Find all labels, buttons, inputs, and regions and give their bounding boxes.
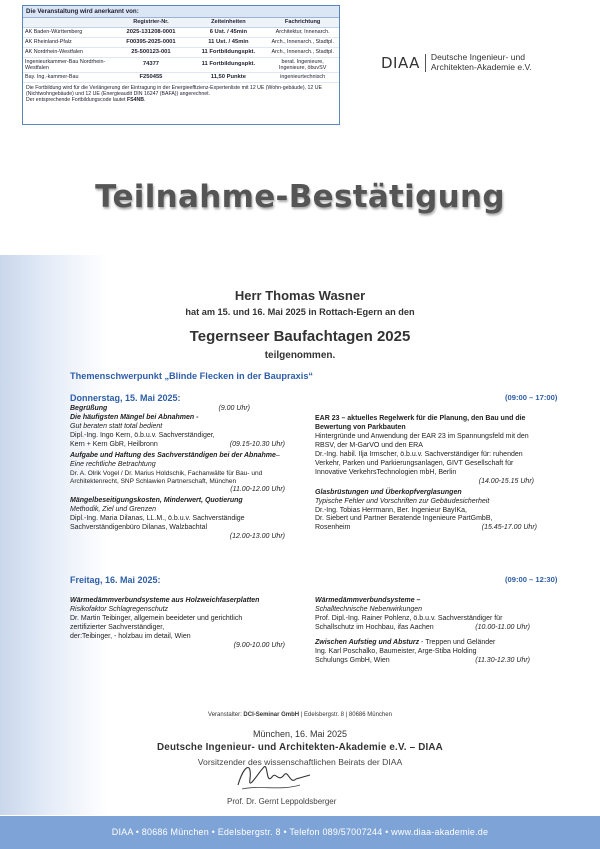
session-title: Die häufigsten Mängel bei Abnahmen - <box>70 413 199 421</box>
session <box>70 597 295 651</box>
session-time: (9.00-10.00 Uhr) <box>233 641 285 649</box>
session-speaker-line <box>315 524 537 533</box>
day1-time: (09:00 – 17:00) <box>505 393 558 402</box>
diaa-logo <box>381 53 532 73</box>
units-cell: 11 Ust. / 45min <box>190 37 266 47</box>
accreditation-note <box>23 83 339 106</box>
event-name: Tegernseer Baufachtagen 2025 <box>189 328 411 345</box>
session-title: Glasbrüstungen und Überkopfverglasungen <box>315 488 462 496</box>
reg-cell: 74377 <box>111 57 190 72</box>
field-cell: Arch., Innenarch., Stadtpl. <box>266 37 339 47</box>
field-cell: Arch., Innenarch., Stadtpl. <box>266 47 339 57</box>
participant-name: Herr Thomas Wasner <box>234 288 366 303</box>
signer-name: Prof. Dr. Gernt Leppoldsberger <box>227 797 337 806</box>
signature-icon <box>230 755 320 797</box>
session-title: Begrüßung <box>70 405 108 412</box>
logo-mark: DIAA <box>381 53 420 72</box>
accreditation-box <box>22 5 340 125</box>
note-prefix: Der entsprechende Fortbildungscode lautet <box>26 97 127 104</box>
session-subtitle: – Eine rechtliche Betrachtung <box>70 451 280 468</box>
session-time: (09.15-10.30 Uhr) <box>229 440 285 448</box>
participant-date-line: hat am 15. und 16. Mai 2025 in Rottach-Egern an den <box>185 307 415 317</box>
session-title: Wärmedämmverbundsysteme aus Holzweichfaserplatten <box>70 597 260 604</box>
field-cell: berat. Ingenieure, Ingenieure, öbuvSV <box>266 57 339 72</box>
accreditation-title: Die Veranstaltung wird anerkannt von: <box>23 6 339 18</box>
field-cell: Architektur, Innenarch. <box>266 27 339 37</box>
table-row <box>23 47 339 57</box>
session <box>315 489 540 534</box>
session-speaker: Dr. Siebert und Partner Beratende Ingenieure PartGmbB, <box>315 515 493 523</box>
session-speaker: Rosenheim <box>315 524 351 532</box>
session-title-line <box>70 452 295 470</box>
field-cell: ingenieurtechnisch <box>266 72 339 82</box>
session <box>70 497 295 542</box>
units-cell: 11 Fortbildungspkt. <box>190 57 266 72</box>
organizer-prefix: Veranstalter: <box>208 712 244 718</box>
session-speaker-line <box>315 624 530 633</box>
accreditation-header-row <box>23 18 339 27</box>
theme-heading: Themenschwerpunkt „Blinde Flecken in der Baupraxis“ <box>70 371 314 381</box>
session-speaker: Schallschutz im Hochbau, ifas Aachen <box>315 623 434 631</box>
session-speaker: Dr. A. Olrik Vogel / Dr. Marius Holdschik, Fachanwälte für Bau- und Architektenrecht, SNP Schlawien Partnerschaft, München <box>70 469 263 485</box>
note-text-2 <box>26 97 336 103</box>
session-speaker: Sachverständigenbüro Dilanas, Walzbachtal <box>70 524 208 532</box>
session <box>315 415 540 487</box>
session-title: Aufgabe und Haftung des Sachverständigen bei der Abnahme <box>70 451 276 459</box>
session-subtitle: Schalltechnische Nebenwirkungen <box>315 605 423 613</box>
header-reg: Registrier-Nr. <box>111 18 190 27</box>
session-speaker: Dr.-Ing. Tobias Herrmann, Ber. Ingenieur BayIKa, <box>315 506 468 514</box>
session <box>315 639 540 666</box>
footer-bar: DIAA • 80686 München • Edelsbergstr. 8 • Telefon 089/57007244 • www.diaa-akademie.de <box>0 816 600 849</box>
session-time: (11.30-12.30 Uhr) <box>475 656 530 664</box>
units-cell: 6 Ust. / 45min <box>190 27 266 37</box>
table-row <box>23 37 339 47</box>
session-subtitle: Methodik, Ziel und Grenzen <box>70 506 156 514</box>
organizer-line <box>0 712 600 718</box>
academy-name: Deutsche Ingenieur- und Architekten-Akademie e.V. – DIAA <box>157 742 443 753</box>
participated-text: teilgenommen. <box>264 350 336 361</box>
session-speaker: Kern + Kern GbR, Heilbronn <box>70 440 158 448</box>
day2-left-column <box>70 597 295 653</box>
org-cell: AK Baden-Württemberg <box>23 27 111 37</box>
session <box>315 597 540 633</box>
header-units: Zeiteinheiten <box>190 18 266 27</box>
session-time: (14.00-15.15 Uhr) <box>478 477 534 485</box>
session-body: Hintergründe und Anwendung der EAR 23 im Spannungsfeld mit den RBSV, der M-GarVO und den ERA <box>315 432 529 449</box>
session-speaker-line <box>70 441 285 450</box>
table-row <box>23 57 339 72</box>
table-row <box>23 72 339 82</box>
reg-cell: 2025-131208-0001 <box>111 27 190 37</box>
session-time: (9.00 Uhr) <box>218 405 250 412</box>
org-cell: AK Rheinland-Pfalz <box>23 37 111 47</box>
session-title: EAR 23 – aktuelles Regelwerk für die Planung, den Bau und die Bewertung von Parkbauten <box>315 415 526 431</box>
accreditation-table <box>23 18 339 83</box>
org-cell: Ingenieurkammer-Bau Nordrhein-Westfalen <box>23 57 111 72</box>
page-title: Teilnahme-Bestätigung <box>95 179 505 215</box>
note-text-1: Die Fortbildung wird für die Verlängerung der Eintragung in der Energieeffizienz-Expertenliste mit 12 UE (Wohn-gebäude), 12 UE (Nichtwohngebäude) und 12 UE (Energieaudit DIN 16247 (BAFA)) angerechnet. <box>26 84 322 98</box>
note-suffix: . <box>143 97 146 104</box>
session-time: (11.00-12.00 Uhr) <box>230 486 285 494</box>
reg-cell: 25-500123-001 <box>111 47 190 57</box>
session-speaker: Ing. Karl Poschalko, Baumeister, Arge-Stiba Holding Schulungs GmbH, Wien <box>315 647 477 664</box>
session-speaker: Prof. Dipl.-Ing. Rainer Pohlenz, ö.b.u.v. Sachverständiger für <box>315 614 503 622</box>
place-date: München, 16. Mai 2025 <box>252 729 348 739</box>
day1-right-column <box>315 415 540 535</box>
day2-right-column <box>315 597 540 668</box>
session-subtitle: Risikofaktor Schlagregenschutz <box>70 605 169 613</box>
session-subtitle: Typische Fehler und Vorschriften zur Gebäudesicherheit <box>315 497 490 505</box>
day2-time: (09:00 – 12:30) <box>505 575 558 584</box>
session-title-line <box>315 639 540 648</box>
reg-cell: F00395-2025-0001 <box>111 37 190 47</box>
session-title-rest: - Treppen und Geländer <box>419 638 496 646</box>
session-speaker: der:Teibinger, - holzbau im detail, Wien <box>70 632 191 640</box>
session-title: Mängelbeseitigungskosten, Minderwert, Quotierung <box>70 497 243 505</box>
chair-title: Vorsitzender des wissenschaftlichen Beirats der DIAA <box>197 757 403 767</box>
day2-label: Freitag, 16. Mai 2025: <box>70 575 161 585</box>
session-title: Wärmedämmverbundsysteme – <box>315 597 421 604</box>
session-speaker: Dr.-Ing. habil. Ilja Irmscher, ö.b.u.v. Sachverständiger für: ruhenden Verkehr, Parken und Parkierungsanlagen, GIVT Gesellschaft für Innovative VerkehrsTechnologien mbH, Berlin <box>315 450 523 476</box>
org-cell: AK Nordrhein-Westfalen <box>23 47 111 57</box>
session-speaker: Dipl.-Ing. Maria Dilanas, LL.M., ö.b.u.v. Sachverständige <box>70 515 245 523</box>
table-row <box>23 27 339 37</box>
reg-cell: F250455 <box>111 72 190 82</box>
day1-left-column <box>70 405 295 544</box>
header-field: Fachrichtung <box>266 18 339 27</box>
session-title: Zwischen Aufstieg und Absturz <box>315 638 420 646</box>
fortbildungscode: FS4NB <box>126 97 144 104</box>
units-cell: 11 Fortbildungspkt. <box>190 47 266 57</box>
session-speaker: Dipl.-Ing. Ingo Kern, ö.b.u.v. Sachverständiger, <box>70 431 215 439</box>
units-cell: 11,50 Punkte <box>190 72 266 82</box>
org-cell: Bay. Ing.-kammer-Bau <box>23 72 111 82</box>
organizer-address: | Edelsbergstr. 8 | 80686 München <box>299 712 392 718</box>
session <box>70 405 250 414</box>
session <box>70 414 295 450</box>
logo-line-2: Architekten-Akademie e.V. <box>430 61 532 72</box>
header-org <box>23 18 111 27</box>
logo-text <box>431 53 532 73</box>
session-time: (10.00-11.00 Uhr) <box>475 623 530 631</box>
organizer-name: DCI-Seminar GmbH <box>243 712 300 718</box>
session <box>70 452 295 495</box>
session-speaker: Dr. Martin Teibinger, allgemein beeideter und gerichtlich zertifizierter Sachverständiger, <box>70 614 243 631</box>
session-subtitle: Gut beraten statt total bedient <box>70 422 163 430</box>
session-time: (15.45-17.00 Uhr) <box>481 524 537 532</box>
logo-line-1: Deutsche Ingenieur- und <box>430 52 526 62</box>
session-time: (12.00-13.00 Uhr) <box>229 533 285 541</box>
logo-divider <box>425 54 426 72</box>
day1-label: Donnerstag, 15. Mai 2025: <box>70 393 181 403</box>
